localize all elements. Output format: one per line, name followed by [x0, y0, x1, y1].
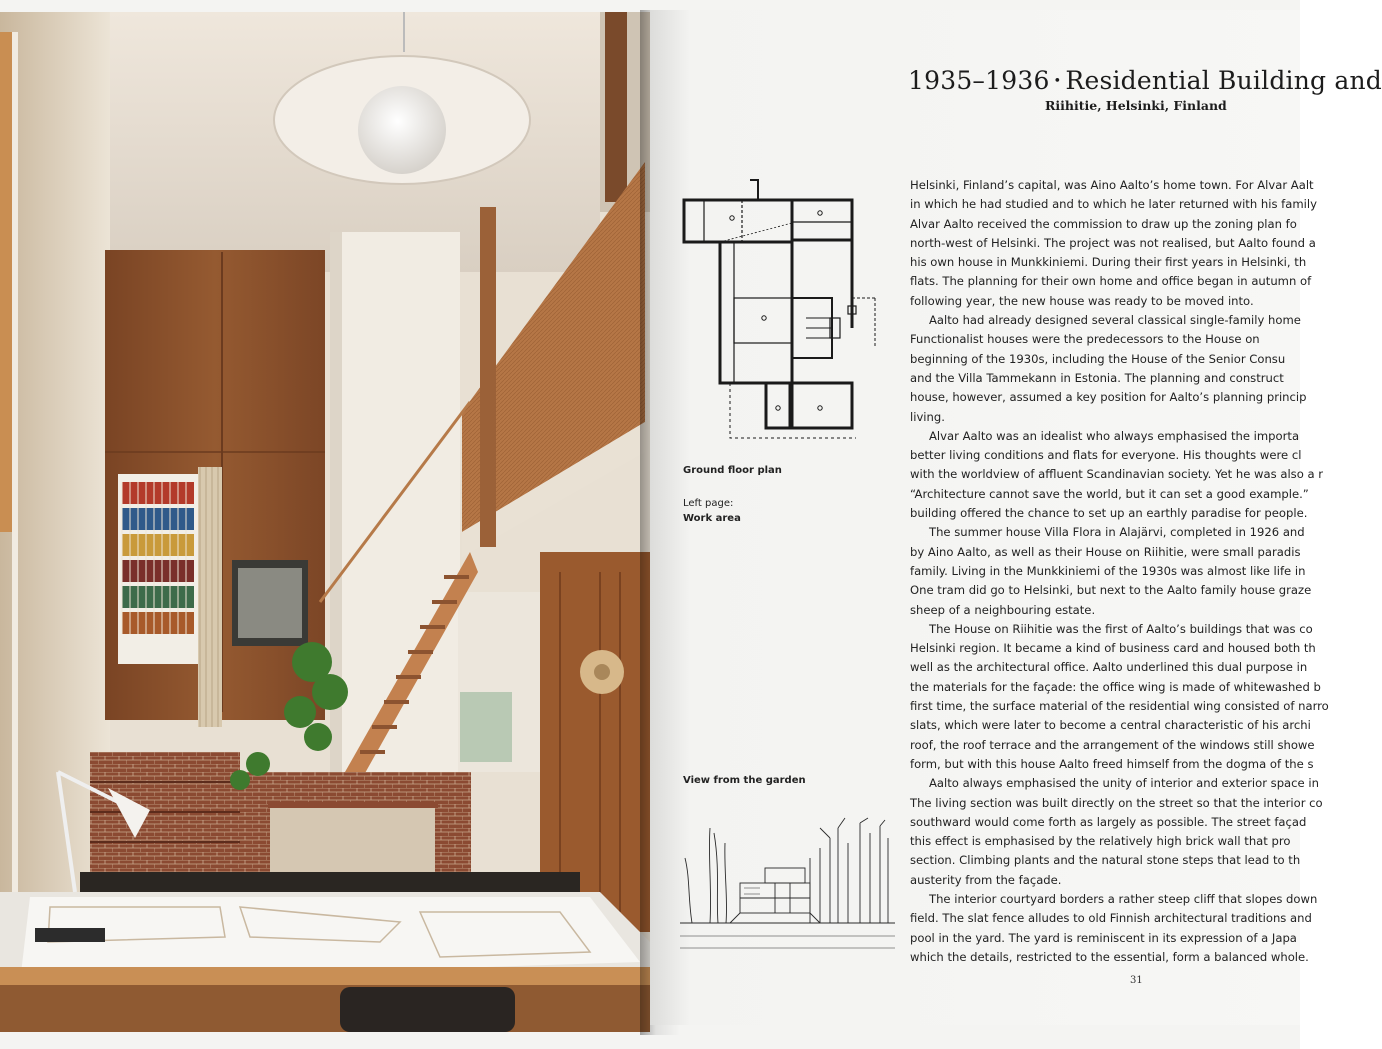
body-text-line: Aalto had already designed several classical single-family home [929, 313, 1301, 328]
body-text-line: following year, the new house was ready to be moved into. [910, 293, 1254, 308]
caption-work-area: Work area [683, 513, 741, 524]
title-text: Residential Building and [1065, 66, 1382, 95]
caption-view-from-garden: View from the garden [683, 775, 806, 786]
body-text-line: The interior courtyard borders a rather steep cliff that slopes down [929, 891, 1318, 906]
title-separator: • [1053, 74, 1062, 89]
body-text-line: Aalto always emphasised the unity of interior and exterior space in [929, 776, 1319, 791]
body-text-line: pool in the yard. The yard is reminiscent in its expression of a Japa [910, 930, 1297, 945]
body-text-line: well as the architectural office. Aalto underlined this dual purpose in [910, 660, 1308, 675]
body-text-line: form, but with this house Aalto freed himself from the dogma of the s [910, 756, 1314, 771]
body-text-line: austerity from the façade. [910, 872, 1062, 887]
body-text-line: “Architecture cannot save the world, but it can set a good example.” [910, 486, 1309, 501]
page-subtitle: Riihitie, Helsinki, Finland [1045, 98, 1227, 113]
body-text-line: Alvar Aalto received the commission to draw up the zoning plan fo [910, 216, 1297, 231]
body-text-line: his own house in Munkkiniemi. During their first years in Helsinki, th [910, 255, 1307, 270]
body-text-line: roof, the roof terrace and the arrangement of the windows still showe [910, 737, 1315, 752]
body-text-line: southward would come forth as largely as possible. The street façad [910, 814, 1307, 829]
body-text-line: slats, which were later to become a central characteristic of his archi [910, 718, 1311, 733]
page-number: 31 [1130, 975, 1143, 986]
work-area-photo [0, 12, 650, 1032]
body-text-line: better living conditions and flats for everyone. His thoughts were cl [910, 448, 1302, 463]
caption-left-page: Left page: [683, 498, 734, 509]
body-text-line: first time, the surface material of the residential wing consisted of narro [910, 699, 1329, 714]
body-text-line: Helsinki, Finland’s capital, was Aino Aalto’s home town. For Alvar Aalt [910, 178, 1314, 192]
garden-view-sketch [680, 818, 895, 968]
body-text-line: in which he had studied and to which he later returned with his family [910, 197, 1317, 212]
body-text-line: field. The slat fence alludes to old Finnish architectural traditions and [910, 911, 1312, 926]
body-text-line: beginning of the 1930s, including the House of the Senior Consu [910, 351, 1286, 366]
body-text-line: living. [910, 409, 945, 424]
body-text [910, 176, 1329, 967]
body-text-line: Helsinki region. It became a kind of business card and housed both th [910, 641, 1316, 656]
caption-ground-floor-plan: Ground floor plan [683, 465, 782, 476]
body-text-line: flats. The planning for their own home and office began in autumn of [910, 274, 1312, 289]
body-text-line: and the Villa Tammekann in Estonia. The planning and construct [910, 370, 1284, 385]
right-page [650, 10, 1382, 1025]
body-text-line: which the details, restricted to the essential, form a balanced whole. [910, 949, 1309, 964]
page-title [908, 66, 1382, 95]
body-text-line: by Aino Aalto, as well as their House on Riihitie, were small paradis [910, 544, 1301, 559]
body-text-line: family. Living in the Munkkiniemi of the 1930s was almost like life in [910, 563, 1306, 578]
body-text-line: sheep of a neighbouring estate. [910, 602, 1096, 617]
body-text-line: The living section was built directly on the street so that the interior co [910, 795, 1323, 810]
body-text-line: Functionalist houses were the predecessors to the House on [910, 332, 1260, 347]
body-text-line: this effect is emphasised by the relatively high brick wall that pro [910, 834, 1291, 849]
body-text-line: The House on Riihitie was the first of Aalto’s buildings that was co [929, 621, 1313, 636]
body-text-line: Alvar Aalto was an idealist who always emphasised the importa [929, 428, 1300, 443]
ground-floor-plan-drawing [680, 178, 885, 443]
body-text-line: house, however, assumed a key position for Aalto’s planning princip [910, 390, 1307, 405]
body-text-line: One tram did go to Helsinki, but next to the Aalto family house graze [910, 583, 1312, 598]
body-text-line: section. Climbing plants and the natural stone steps that lead to th [910, 853, 1301, 868]
body-text-line: the materials for the façade: the office wing is made of whitewashed b [910, 679, 1321, 694]
body-text-line: with the worldview of affluent Scandinavian society. Yet he was also a r [910, 467, 1324, 482]
title-years: 1935–1936 [908, 66, 1050, 95]
body-text-line: north-west of Helsinki. The project was not realised, but Aalto found a [910, 235, 1316, 250]
body-text-line: building offered the chance to set up an earthly paradise for people. [910, 506, 1308, 521]
body-text-line: The summer house Villa Flora in Alajärvi, completed in 1926 and [929, 525, 1305, 540]
